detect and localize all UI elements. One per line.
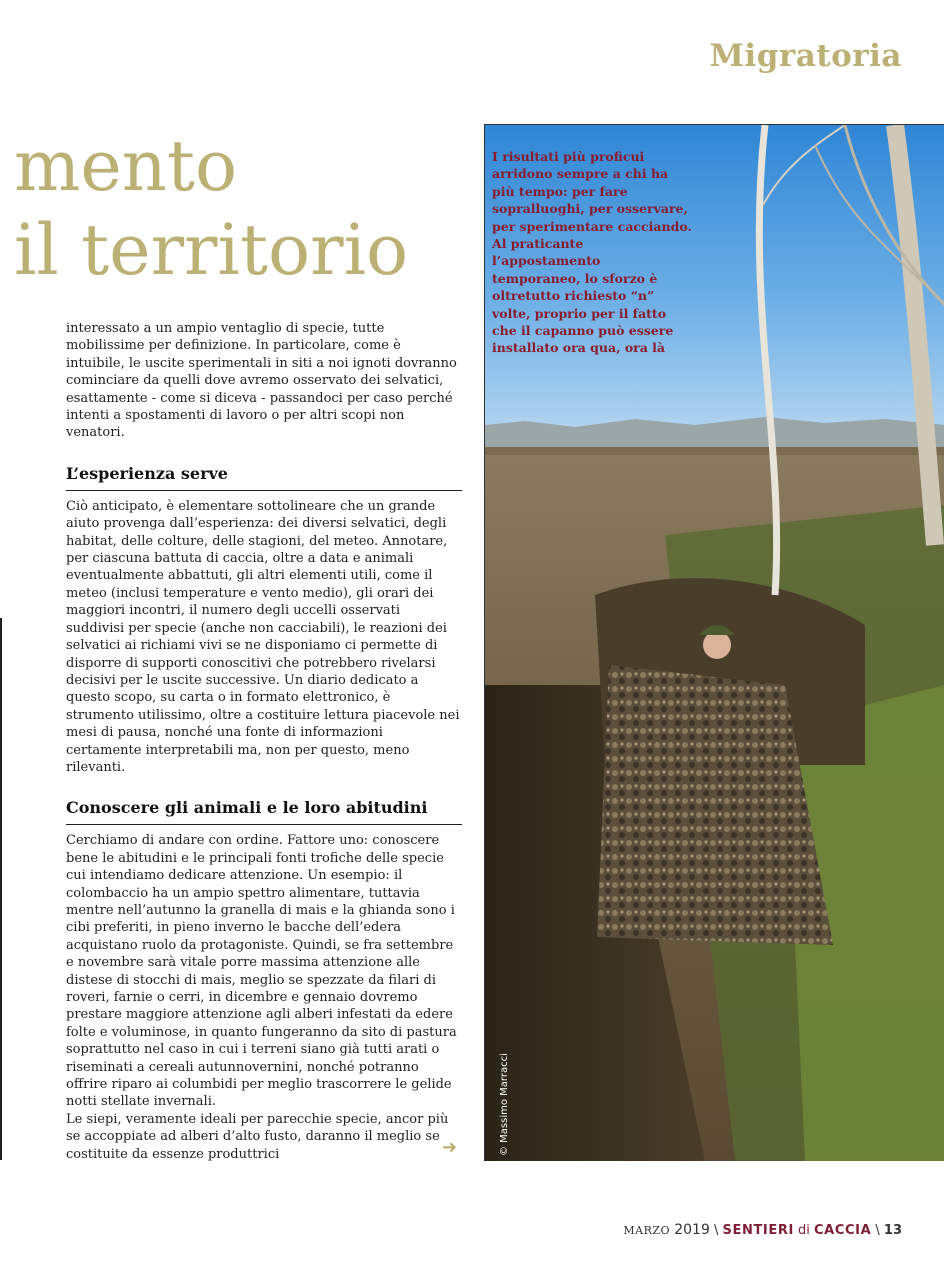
footer-magazine-b: di	[798, 1223, 810, 1238]
footer-separator: \	[714, 1223, 719, 1238]
footer-separator-2: \	[875, 1223, 880, 1238]
subheading-esperienza: L’esperienza serve	[66, 464, 462, 491]
photo-credit: © Massimo Marracci	[499, 1053, 510, 1156]
footer-magazine-a: SENTIERI	[722, 1223, 794, 1238]
intro-paragraph: interessato a un ampio ventaglio di specie, tutte mobilissime per definizione. In particolare, come è intuibile, le uscite sperimentali in siti a noi ignoti dovranno cominciare da quelli dove avremo osservato dei selvatici, esattamente - come si diceva - passandoci per caso perché intenti a spostamenti di lavoro o per altri scopi non venatori.	[66, 321, 457, 441]
left-margin-rule	[0, 618, 2, 1160]
paragraph-siepi: Le siepi, veramente ideali per parecchie specie, ancor più se accoppiate ad alberi d’alto fusto, daranno il meglio se costituite da essenze produttrici	[66, 1111, 449, 1162]
headline-line-2: il territorio	[14, 209, 409, 291]
paragraph-esperienza: Ciò anticipato, è elementare sottolineare che un grande aiuto provenga dall’esperienza: dei diversi selvatici, degli habitat, delle colture, delle stagioni, del meteo. Annotare, per ciascuna battuta di caccia, oltre a data e animali eventualmente abbattuti, gli altri elementi utili, come il meteo (inclusi temperature e vento medio), gli orari dei maggiori incontri, il numero degli uccelli osservati suddivisi per specie (anche non cacciabili), le reazioni dei selvatici ai richiami vivi se ne disponiamo ci permette di disporre di supporti conoscitivi che potrebbero rivelarsi decisivi per le uscite successive. Un diario dedicato a questo scopo, su carta o in formato elettronico, è strumento utilissimo, oltre a costituire lettura piacevole nei mesi di pausa, nonché una fonte di informazioni certamente interpretabili ma, non per questo, meno rilevanti.	[66, 498, 460, 775]
headline-line-1: mento	[14, 125, 238, 207]
footer-magazine-c: CACCIA	[814, 1223, 872, 1238]
article-body	[66, 320, 462, 1163]
page-footer	[623, 1222, 902, 1238]
page-number: 13	[883, 1223, 902, 1238]
footer-month: MARZO	[623, 1224, 671, 1237]
continue-arrow-icon: ➜	[442, 1137, 458, 1158]
footer-year: 2019	[674, 1222, 710, 1238]
pull-quote: I risultati più proficui arridono sempre a chi ha più tempo: per fare sopralluoghi, per osservare, per sperimentare cacciando. Al praticante l’appostamento temporaneo, lo sforzo è oltretutto richiesto “n” volte, proprio per il fatto che il capanno può essere installato ora qua, ora là	[492, 149, 692, 356]
subheading-animali: Conoscere gli animali e le loro abitudini	[66, 798, 462, 825]
paragraph-animali: Cerchiamo di andare con ordine. Fattore uno: conoscere bene le abitudini e le principali fonti trofiche delle specie cui intendiamo dedicare attenzione. Un esempio: il colombaccio ha un ampio spettro alimentare, tuttavia mentre nell’autunno la granella di mais e la ghianda sono i cibi preferiti, in pieno inverno le bacche dell’edera acquistano ruolo da protagoniste. Quindi, se fra settembre e novembre sarà vitale porre massima attenzione alle distese di stocchi di mais, meglio se spezzate da filari di roveri, farnie o cerri, in dicembre e gennaio dovremo prestare maggiore attenzione agli alberi infestati da edere folte e voluminose, in quanto fungeranno da sito di pastura soprattutto nel caso in cui i terreni siano già tutti arati o riseminati a cereali autunnovernini, nonché potranno offrire riparo ai columbidi per meglio trascorrere le gelide notti stellate invernali.	[66, 833, 457, 1110]
section-label: Migratoria	[709, 38, 902, 74]
article-headline	[14, 124, 408, 292]
